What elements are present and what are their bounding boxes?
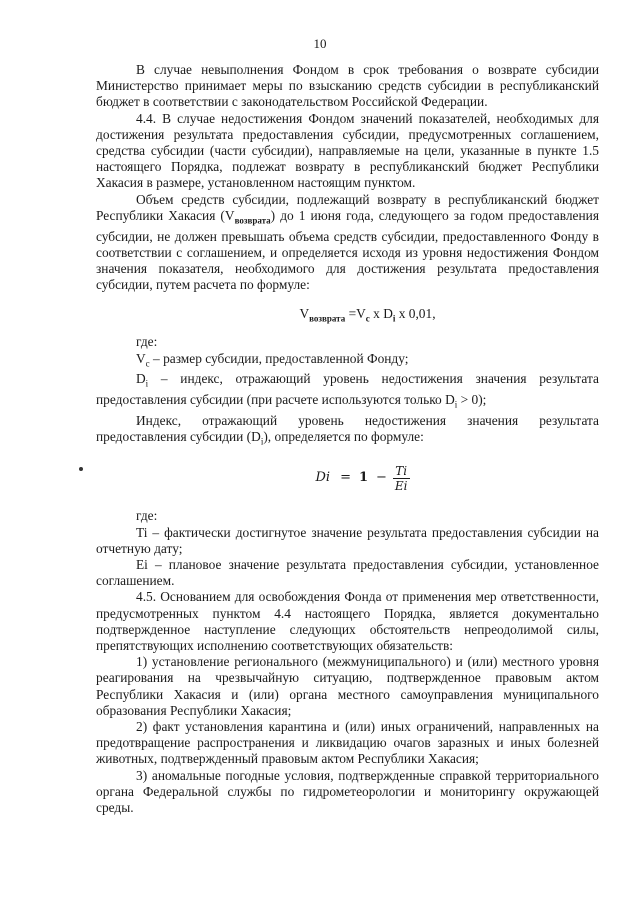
formula-subscript: с: [365, 313, 370, 324]
formula-symbol: V: [299, 305, 310, 321]
text: – размер субсидии, предоставленной Фонду;: [149, 350, 409, 366]
text: > 0);: [457, 392, 487, 408]
text: ) до 1 июня года, следующего за годом предоставления субсидии, не должен превышать объема средств субсидии, предоставленного Фонду в соответствии с соглашением, и определяется исходя из уровня недостижения Фондом значения показателя, необходимого для достижения результата предоставления субсидии, путем расчета по формуле:: [96, 207, 599, 293]
subscript: возврата: [234, 215, 271, 226]
document-body: [96, 62, 599, 816]
text: ), определяется по формуле:: [263, 429, 424, 445]
formula-symbol: x D: [369, 305, 393, 321]
formula-minus: −: [376, 470, 387, 486]
paragraph-4-4: 4.4. В случае недостижения Фондом значений показателей, необходимых для достижения результата предоставления субсидии, предусмотренных соглашением, средства субсидии (части субсидии), направляемые на цели, указанные в пункте 1.5 настоящего Порядка, подлежат возврату в республиканский бюджет Республики Хакасия в размере, установленном настоящим пунктом.: [96, 110, 599, 191]
formula-refund: [96, 306, 599, 327]
fraction-numerator: Ti: [395, 463, 408, 478]
margin-dot: [79, 467, 83, 471]
symbol: V: [136, 350, 146, 366]
list-item-3: 3) аномальные погодные условия, подтвержденные справкой территориального органа Федеральной службы по гидрометеорологии и мониторингу окружающей среды.: [96, 767, 599, 815]
subscript: i: [145, 379, 149, 390]
symbol: D: [136, 371, 146, 387]
list-item-2: 2) факт установления карантина и (или) иных ограничений, направленных на предотвращение распространения и ликвидацию очагов заразных и иных болезней животных, подтвержденный правовым актом Республики Хакасия;: [96, 718, 599, 767]
subscript: i: [454, 400, 458, 411]
paragraph-refund-measures: В случае невыполнения Фондом в срок требования о возврате субсидии Министерство принимает меры по взысканию средств субсидии в республиканский бюджет в соответствии с законодательством Российской Федерации.: [96, 62, 599, 110]
paragraph-index: [96, 413, 599, 450]
definition-ei: Ei – плановое значение результата предоставления субсидии, установленное соглашением.: [96, 556, 599, 589]
text: – индекс, отражающий уровень недостижения значения результата предоставления субсидии (при расчете используются только D: [96, 371, 599, 408]
page-number: 10: [313, 36, 327, 51]
paragraph-volume: [96, 192, 599, 294]
formula-subscript: возврата: [309, 313, 346, 324]
formula-index: [96, 458, 599, 498]
subscript: i: [260, 437, 264, 448]
formula-fraction: [393, 464, 410, 493]
where-label: где:: [136, 334, 158, 350]
formula-symbol: =V: [345, 305, 366, 321]
definition-vc: [96, 351, 599, 372]
formula-lhs: Di: [315, 470, 331, 486]
formula-symbol: x 0,01,: [395, 305, 436, 321]
subscript: с: [145, 358, 150, 369]
formula-subscript: i: [392, 313, 396, 324]
where-label: где:: [136, 508, 158, 524]
formula-one: 1: [358, 470, 369, 486]
fraction-denominator: Ei: [394, 478, 408, 493]
text: Объем средств субсидии, подлежащий возврату в республиканский бюджет Республики Хакасия (V: [96, 191, 599, 223]
definition-di: [96, 371, 599, 413]
list-item-1: 1) установление регионального (межмуниципального) и (или) местного уровня реагирования на чрезвычайную ситуацию, подтвержденное правовым актом Республики Хакасия и (или) органа местного самоуправления муниципального образования Республики Хакасия;: [96, 654, 599, 718]
formula-equals: =: [340, 470, 351, 486]
paragraph-4-5: 4.5. Основанием для освобождения Фонда от применения мер ответственности, предусмотренных пунктом 4.4 настоящего Порядка, является документально подтвержденное наступление следующих обстоятельств непреодолимой силы, препятствующих исполнению соответствующих обязательств:: [96, 589, 599, 653]
definition-ti: Ti – фактически достигнутое значение результата предоставления субсидии на отчетную дату;: [96, 524, 599, 556]
text: Индекс, отражающий уровень недостижения значения результата предоставления субсидии (D: [96, 413, 599, 445]
